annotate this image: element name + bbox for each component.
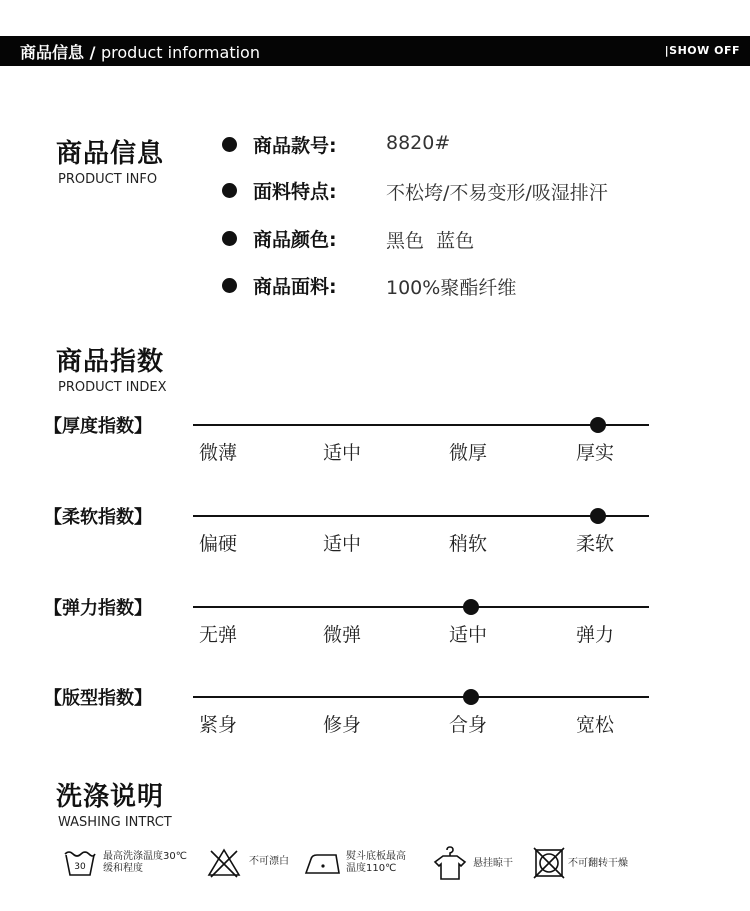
scale-thickness [0,412,750,472]
scale-elasticity [0,594,750,654]
bullet-icon [222,278,237,293]
product-info-title: 商品信息 [56,139,165,169]
header-bar [0,36,750,66]
wash-text: 最高洗涤温度30℃ [103,851,187,862]
wash-text: 悬挂晾干 [473,858,513,869]
header-title-cn: 商品信息 [20,43,85,62]
info-value: 黑色 蓝色 [386,230,475,252]
header-title-en: product information [101,43,260,62]
scale-level: 无弹 [199,624,238,646]
scale-marker [463,689,479,705]
scale-level: 紧身 [199,714,238,736]
info-value: 不松垮/不易变形/吸湿排汗 [386,182,608,204]
scale-fit [0,684,750,744]
scale-level: 适中 [449,624,488,646]
info-label: 商品款号: [253,135,337,157]
scale-level: 微厚 [449,442,488,464]
scale-level: 宽松 [576,714,615,736]
scale-name: 【弹力指数】 [44,598,152,619]
scale-level: 微弹 [323,624,362,646]
product-index-subtitle: PRODUCT INDEX [58,380,167,395]
wash-temp-badge: 30 [74,862,86,872]
no-tumble-dry-icon [532,845,566,879]
scale-level: 合身 [449,714,488,736]
scale-line [193,424,649,426]
scale-level: 适中 [323,533,362,555]
show-off-label: |SHOW OFF [664,44,740,57]
scale-softness [0,503,750,563]
bullet-icon [222,183,237,198]
wash-text: 温度110℃ [346,863,397,874]
scale-marker [590,508,606,524]
scale-level: 偏硬 [199,533,238,555]
info-value: 8820# [386,132,451,154]
scale-name: 【柔软指数】 [44,507,152,528]
info-label: 面料特点: [253,181,337,203]
product-info-subtitle: PRODUCT INFO [58,172,158,187]
scale-level: 稍软 [449,533,488,555]
scale-line [193,606,649,608]
info-value: 100%聚酯纤维 [386,277,517,299]
scale-marker [463,599,479,615]
scale-level: 柔软 [576,533,615,555]
wash-text: 缓和程度 [103,863,143,874]
scale-line [193,515,649,517]
header-title [20,40,260,63]
bullet-icon [222,137,237,152]
scale-level: 厚实 [576,442,615,464]
scale-level: 微薄 [199,442,238,464]
no-bleach-icon [205,845,243,879]
wash-30-icon [62,845,98,879]
bullet-icon [222,231,237,246]
info-label: 商品面料: [253,276,337,298]
scale-line [193,696,649,698]
scale-level: 修身 [323,714,362,736]
wash-text: 不可漂白 [249,856,289,867]
info-label: 商品颜色: [253,229,337,251]
scale-level: 适中 [323,442,362,464]
product-index-title: 商品指数 [56,347,165,377]
washing-title: 洗涤说明 [56,782,165,812]
wash-text: 不可翻转干燥 [568,858,628,869]
scale-name: 【版型指数】 [44,688,152,709]
scale-marker [590,417,606,433]
header-title-sep: / [84,43,101,62]
hang-dry-icon [432,845,468,881]
washing-subtitle: WASHING INTRCT [58,815,172,830]
iron-icon [303,845,343,879]
wash-text: 熨斗底板最高 [346,851,406,862]
scale-name: 【厚度指数】 [44,416,152,437]
scale-level: 弹力 [576,624,615,646]
